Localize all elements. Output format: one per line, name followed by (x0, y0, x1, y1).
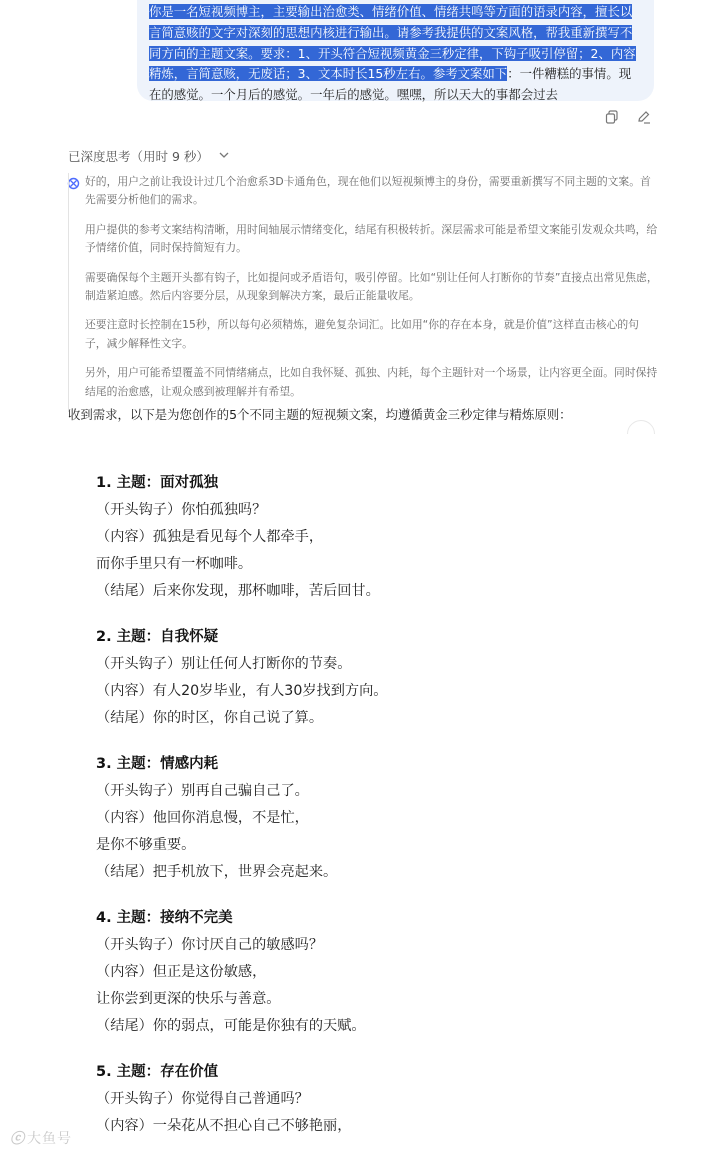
theme-line: （结尾）把手机放下，世界会亮起来。 (96, 864, 338, 880)
response-intro: 收到需求，以下是为您创作的5个不同主题的短视频文案，均遵循黄金三秒定律与精炼原则： (68, 407, 572, 422)
theme-title: 3. 主题：情感内耗 (96, 756, 219, 772)
scroll-down-button[interactable] (627, 420, 655, 448)
watermark-logo-icon: ⓒ (10, 1131, 25, 1147)
theme-block (96, 470, 656, 605)
thinking-paragraph: 好的，用户之前让我设计过几个治愈系3D卡通角色，现在他们以短视频博主的身份，需要重新撰写不同主题的文案。首先需要分析他们的需求。 (85, 175, 651, 207)
theme-title: 1. 主题：面对孤独 (96, 475, 219, 491)
theme-title: 4. 主题：接纳不完美 (96, 910, 233, 926)
chevron-down-icon (219, 151, 229, 162)
theme-line: （结尾）后来你发现，那杯咖啡，苦后回甘。 (96, 583, 380, 599)
theme-line: （内容）孤独是看见每个人都牵手， (96, 529, 324, 545)
message-actions (603, 110, 653, 126)
message-rest-text[interactable]: ：一件糟糕的事情。现在的感觉。一个月后的感觉。一年后的感觉。嘿嘿，所以天大的事都会过去 (149, 66, 632, 103)
theme-line: （结尾）你的弱点，可能是你独有的天赋。 (96, 1018, 366, 1034)
theme-line: （内容）一朵花从不担心自己不够艳丽， (96, 1118, 352, 1134)
thinking-paragraph: 另外，用户可能希望覆盖不同情绪痛点，比如自我怀疑、孤独、内耗，每个主题针对一个场景，让内容更全面。同时保持结尾的治愈感，让观众感到被理解并有希望。 (85, 366, 658, 398)
watermark (10, 1128, 72, 1148)
thinking-paragraph: 用户提供的参考文案结构清晰，用时间轴展示情绪变化，结尾有积极转折。深层需求可能是希望文案能引发观众共鸣，给予情绪价值，同时保持简短有力。 (85, 222, 658, 255)
thinking-paragraph: 还要注意时长控制在15秒，所以每句必须精炼，避免复杂词汇。比如用“你的存在本身，就是价值”这样直击核心的句子，减少解释性文字。 (85, 318, 639, 350)
theme-line: （内容）但正是这份敏感， (96, 964, 267, 980)
theme-block (96, 905, 656, 1040)
theme-line: 是你不够重要。 (96, 837, 196, 853)
selected-text[interactable]: 你是一名短视频博主，主要输出治愈类、情绪价值、情绪共鸣等方面的语录内容，擅长以言简意赅的文字对深刻的思想内核进行输出。请参考我提供的文案风格，帮我重新撰写不同方向的主题文案。要求：1、开头符合短视频黄金三秒定律，下钩子吸引停留；2、内容精炼，言简意赅，无废话；3、文本时长15秒左右。参考文案如下 (149, 4, 636, 82)
theme-title: 2. 主题：自我怀疑 (96, 629, 219, 645)
theme-title: 5. 主题：存在价值 (96, 1064, 219, 1080)
theme-line: （内容）他回你消息慢，不是忙， (96, 810, 309, 826)
theme-line: （开头钩子）你讨厌自己的敏感吗？ (96, 937, 324, 953)
thinking-content (68, 173, 658, 412)
theme-block (96, 624, 656, 732)
theme-block (96, 751, 656, 886)
theme-line: （开头钩子）你觉得自己普通吗？ (96, 1091, 309, 1107)
copy-icon[interactable] (603, 110, 621, 126)
theme-line: （开头钩子）别让任何人打断你的节奏。 (96, 656, 352, 672)
theme-line: 让你尝到更深的快乐与善意。 (96, 991, 281, 1007)
theme-line: （开头钩子）你怕孤独吗？ (96, 502, 267, 518)
watermark-text: 大鱼号 (27, 1131, 72, 1147)
thinking-header-text: 已深度思考（用时 9 秒） (68, 149, 209, 164)
user-message-bubble (137, 0, 654, 101)
thinking-toggle[interactable] (68, 147, 229, 165)
theme-block (96, 1059, 656, 1140)
theme-line: 而你手里只有一杯咖啡。 (96, 556, 253, 572)
theme-line: （开头钩子）别再自己骗自己了。 (96, 783, 309, 799)
theme-line: （结尾）你的时区，你自己说了算。 (96, 710, 324, 726)
theme-line: （内容）有人20岁毕业，有人30岁找到方向。 (96, 683, 388, 699)
edit-icon[interactable] (635, 110, 653, 126)
thinking-paragraph: 需要确保每个主题开头都有钩子，比如提问或矛盾语句，吸引停留。比如“别让任何人打断你的节奏”直接点出常见焦虑，制造紧迫感。然后内容要分层，从现象到解决方案，最后正能量收尾。 (85, 270, 658, 303)
response-themes (96, 470, 656, 1155)
